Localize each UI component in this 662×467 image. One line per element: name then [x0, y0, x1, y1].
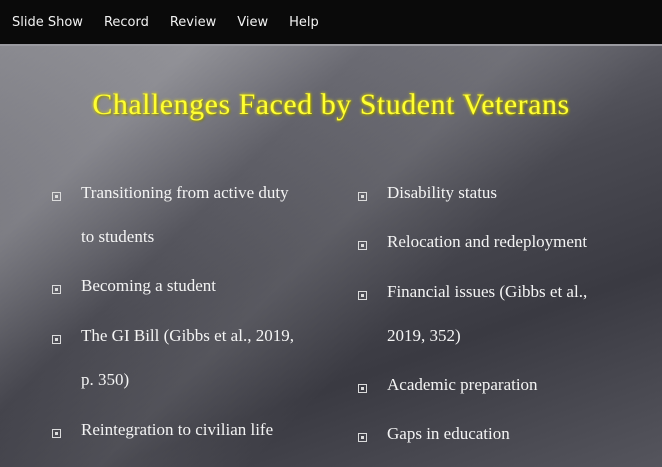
square-bullet-icon: [52, 192, 61, 201]
bullet-item: [358, 281, 587, 358]
bullet-item: [358, 182, 497, 215]
menu-bar: [0, 0, 662, 44]
menu-slide-show[interactable]: Slide Show: [12, 14, 83, 30]
bullet-text: [81, 264, 216, 308]
bullet-text: [387, 363, 538, 407]
square-bullet-icon: [358, 241, 367, 250]
square-bullet-icon: [52, 429, 61, 438]
bullet-line: Becoming a student: [81, 276, 217, 295]
bullet-line: to students: [81, 227, 155, 246]
bullet-line: Disability status: [387, 183, 498, 202]
bullet-line: Gaps in education: [387, 424, 510, 443]
bullet-item: [52, 275, 216, 308]
slide-top-edge: [0, 44, 662, 46]
bullet-text: [81, 314, 294, 402]
bullet-line: Relocation and redeployment: [387, 232, 588, 251]
bullet-line: Financial issues (Gibbs et al.,: [387, 282, 588, 301]
bullet-text: [387, 171, 497, 215]
square-bullet-icon: [358, 291, 367, 300]
menu-help[interactable]: Help: [289, 14, 319, 30]
bullet-line: The GI Bill (Gibbs et al., 2019,: [81, 326, 294, 345]
bullet-line: Academic preparation: [387, 375, 538, 394]
square-bullet-icon: [358, 384, 367, 393]
square-bullet-icon: [52, 335, 61, 344]
square-bullet-icon: [358, 433, 367, 442]
bullet-item: [358, 423, 510, 456]
bullet-line: Transitioning from active duty: [81, 183, 289, 202]
bullet-line: Reintegration to civilian life: [81, 420, 274, 439]
bullet-line: 2019, 352): [387, 326, 461, 345]
bullet-item: [52, 325, 294, 402]
bullet-text: [387, 412, 510, 456]
bullet-item: [358, 231, 587, 264]
menu-record[interactable]: Record: [103, 14, 149, 30]
square-bullet-icon: [358, 192, 367, 201]
bullet-text: [81, 171, 289, 259]
square-bullet-icon: [52, 285, 61, 294]
bullet-line: p. 350): [81, 370, 130, 389]
menu-view[interactable]: View: [237, 14, 269, 30]
menu-review[interactable]: Review: [169, 14, 217, 30]
slide-canvas[interactable]: [0, 44, 662, 467]
slide-title: Challenges Faced by Student Veterans: [92, 88, 570, 121]
bullet-text: [387, 220, 587, 264]
bullet-item: [358, 374, 538, 407]
bullet-item: [52, 182, 289, 259]
bullet-text: [81, 408, 273, 452]
bullet-text: [387, 270, 587, 358]
bullet-item: [52, 419, 273, 452]
